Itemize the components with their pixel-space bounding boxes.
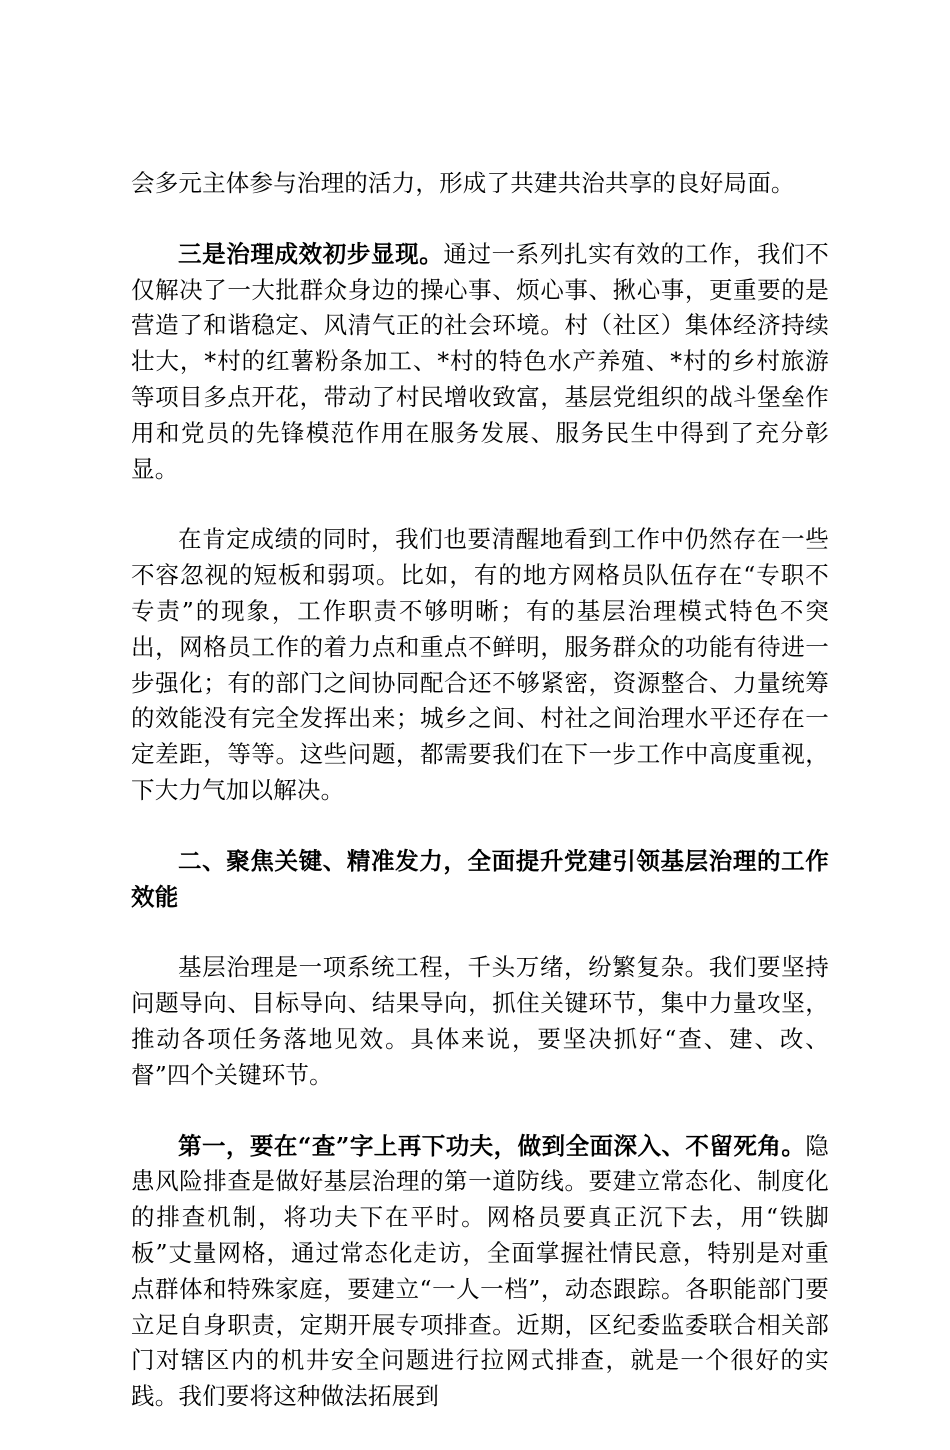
paragraph-lead-heading: 第一，要在“查”字上再下功夫，做到全面深入、不留死角。	[178, 1131, 806, 1160]
paragraph-check	[131, 1129, 829, 1415]
paragraph-system-engineering	[131, 950, 829, 1093]
paragraph-continued	[131, 166, 829, 202]
paragraph-text: 在肯定成绩的同时，我们也要清醒地看到工作中仍然存在一些不容忽视的短板和弱项。比如，有的地方网格员队伍存在“专职不专责”的现象，工作职责不够明晰；有的基层治理模式特色不突出，网格员工作的着力点和重点不鲜明，服务群众的功能有待进一步强化；有的部门之间协同配合还不够紧密，资源整合、力量统筹的效能没有完全发挥出来；城乡之间、村社之间治理水平还存在一定差距，等等。这些问题，都需要我们在下一步工作中高度重视，下大力气加以解决。	[131, 525, 829, 804]
paragraph-lead-heading: 三是治理成效初步显现。	[178, 239, 444, 268]
document-body	[131, 166, 829, 1450]
section-heading-two	[131, 844, 829, 916]
section-heading-text: 二、聚焦关键、精准发力，全面提升党建引领基层治理的工作效能	[131, 846, 829, 911]
paragraph-shortcomings	[131, 522, 829, 808]
paragraph-text: 会多元主体参与治理的活力，形成了共建共治共享的良好局面。	[131, 169, 795, 197]
paragraph-governance-results	[131, 237, 829, 488]
paragraph-text: 基层治理是一项系统工程，千头万绪，纷繁复杂。我们要坚持问题导向、目标导向、结果导向，抓住关键环节，集中力量攻坚，推动各项任务落地见效。具体来说，要坚决抓好“查、建、改、督”四个关键环节。	[131, 953, 829, 1089]
paragraph-text: 通过一系列扎实有效的工作，我们不仅解决了一大批群众身边的操心事、烦心事、揪心事，更重要的是营造了和谐稳定、风清气正的社会环境。村（社区）集体经济持续壮大，*村的红薯粉条加工、*村的特色水产养殖、*村的乡村旅游等项目多点开花，带动了村民增收致富，基层党组织的战斗堡垒作用和党员的先锋模范作用在服务发展、服务民生中得到了充分彰显。	[131, 239, 830, 483]
paragraph-text: 隐患风险排查是做好基层治理的第一道防线。要建立常态化、制度化的排查机制，将功夫下在平时。网格员要真正沉下去，用“铁脚板”丈量网格，通过常态化走访，全面掌握社情民意，特别是对重点群体和特殊家庭，要建立“一人一档”，动态跟踪。各职能部门要立足自身职责，定期开展专项排查。近期，区纪委监委联合相关部门对辖区内的机井安全问题进行拉网式排查，就是一个很好的实践。我们要将这种做法拓展到	[131, 1131, 829, 1411]
